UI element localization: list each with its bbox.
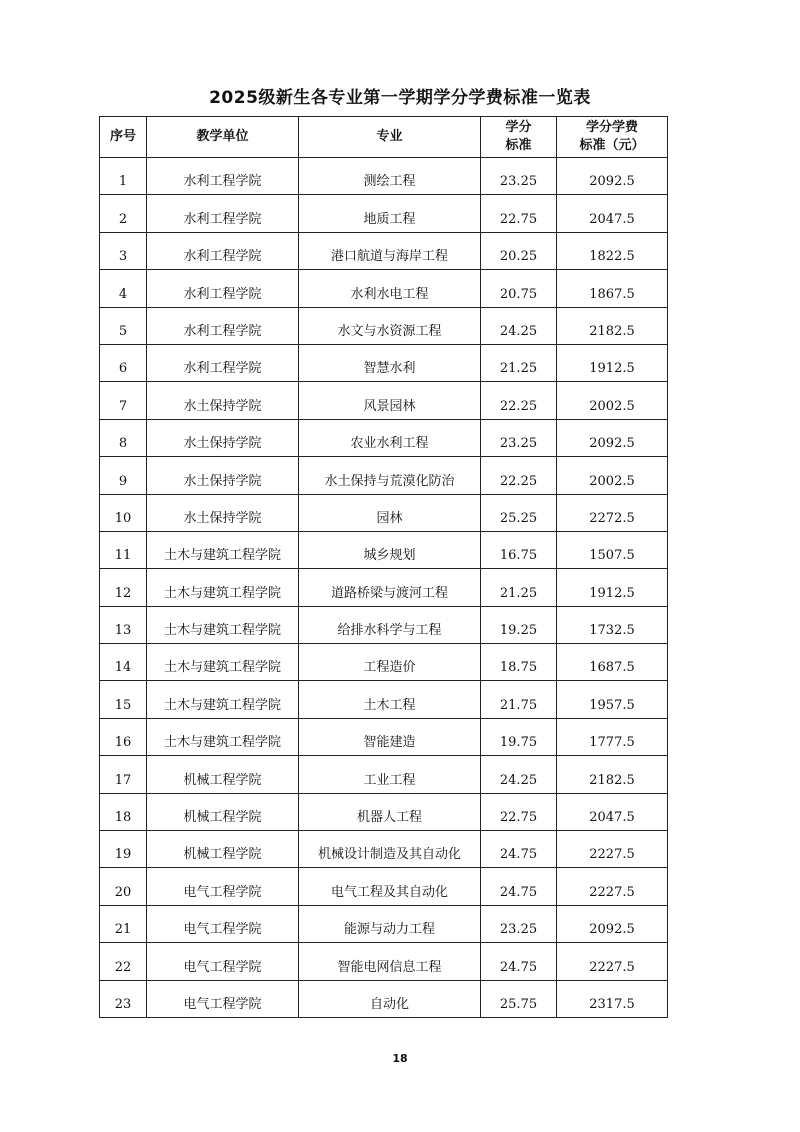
cell-fee: 2002.5 bbox=[557, 457, 668, 494]
cell-major: 地质工程 bbox=[299, 195, 481, 232]
cell-credit: 24.75 bbox=[481, 831, 557, 868]
cell-fee: 2272.5 bbox=[557, 494, 668, 531]
cell-major: 工程造价 bbox=[299, 644, 481, 681]
cell-no: 10 bbox=[100, 494, 147, 531]
cell-no: 12 bbox=[100, 569, 147, 606]
cell-credit: 23.25 bbox=[481, 419, 557, 456]
cell-no: 14 bbox=[100, 644, 147, 681]
cell-fee: 1957.5 bbox=[557, 681, 668, 718]
cell-no: 8 bbox=[100, 419, 147, 456]
cell-credit: 25.25 bbox=[481, 494, 557, 531]
table-header-row bbox=[100, 117, 668, 158]
header-fee-line1: 学分学费 bbox=[585, 120, 638, 135]
cell-unit: 水土保持学院 bbox=[147, 419, 299, 456]
cell-major: 智能建造 bbox=[299, 718, 481, 755]
cell-credit: 20.75 bbox=[481, 270, 557, 307]
table-row bbox=[100, 831, 668, 868]
cell-major: 城乡规划 bbox=[299, 531, 481, 568]
cell-fee: 2092.5 bbox=[557, 419, 668, 456]
cell-credit: 24.25 bbox=[481, 756, 557, 793]
table-row bbox=[100, 158, 668, 195]
header-credit bbox=[481, 117, 557, 158]
table-row bbox=[100, 494, 668, 531]
page-number: 18 bbox=[392, 1052, 408, 1065]
header-unit: 教学单位 bbox=[147, 117, 299, 158]
cell-unit: 电气工程学院 bbox=[147, 943, 299, 980]
header-fee-line2: 标准（元） bbox=[579, 138, 645, 153]
table-row bbox=[100, 531, 668, 568]
cell-fee: 2092.5 bbox=[557, 158, 668, 195]
cell-major: 道路桥梁与渡河工程 bbox=[299, 569, 481, 606]
cell-credit: 22.25 bbox=[481, 457, 557, 494]
table-row bbox=[100, 232, 668, 269]
table-row bbox=[100, 382, 668, 419]
table-row bbox=[100, 681, 668, 718]
cell-credit: 22.25 bbox=[481, 382, 557, 419]
table-row bbox=[100, 905, 668, 942]
cell-no: 19 bbox=[100, 831, 147, 868]
cell-no: 7 bbox=[100, 382, 147, 419]
cell-major: 风景园林 bbox=[299, 382, 481, 419]
cell-credit: 16.75 bbox=[481, 531, 557, 568]
table-row bbox=[100, 718, 668, 755]
cell-major: 水土保持与荒漠化防治 bbox=[299, 457, 481, 494]
table-row bbox=[100, 569, 668, 606]
cell-fee: 2092.5 bbox=[557, 905, 668, 942]
cell-credit: 21.25 bbox=[481, 569, 557, 606]
cell-fee: 2317.5 bbox=[557, 980, 668, 1017]
header-fee bbox=[557, 117, 668, 158]
cell-major: 给排水科学与工程 bbox=[299, 606, 481, 643]
cell-unit: 电气工程学院 bbox=[147, 905, 299, 942]
cell-fee: 1867.5 bbox=[557, 270, 668, 307]
cell-no: 1 bbox=[100, 158, 147, 195]
cell-no: 16 bbox=[100, 718, 147, 755]
cell-credit: 24.25 bbox=[481, 307, 557, 344]
cell-no: 15 bbox=[100, 681, 147, 718]
table-row bbox=[100, 457, 668, 494]
cell-fee: 2182.5 bbox=[557, 756, 668, 793]
table-row bbox=[100, 868, 668, 905]
header-credit-line1: 学分 bbox=[505, 120, 532, 135]
cell-major: 测绘工程 bbox=[299, 158, 481, 195]
cell-fee: 1912.5 bbox=[557, 569, 668, 606]
cell-unit: 土木与建筑工程学院 bbox=[147, 531, 299, 568]
cell-credit: 24.75 bbox=[481, 943, 557, 980]
table-row bbox=[100, 195, 668, 232]
cell-unit: 土木与建筑工程学院 bbox=[147, 569, 299, 606]
cell-credit: 22.75 bbox=[481, 793, 557, 830]
cell-major: 机器人工程 bbox=[299, 793, 481, 830]
table-row bbox=[100, 307, 668, 344]
header-credit-line2: 标准 bbox=[505, 138, 532, 153]
cell-major: 港口航道与海岸工程 bbox=[299, 232, 481, 269]
cell-no: 18 bbox=[100, 793, 147, 830]
cell-unit: 水土保持学院 bbox=[147, 382, 299, 419]
cell-no: 5 bbox=[100, 307, 147, 344]
table-row bbox=[100, 980, 668, 1017]
cell-major: 电气工程及其自动化 bbox=[299, 868, 481, 905]
fee-standard-table bbox=[99, 116, 668, 1018]
cell-no: 3 bbox=[100, 232, 147, 269]
cell-unit: 水利工程学院 bbox=[147, 232, 299, 269]
cell-credit: 24.75 bbox=[481, 868, 557, 905]
cell-unit: 机械工程学院 bbox=[147, 756, 299, 793]
cell-major: 智能电网信息工程 bbox=[299, 943, 481, 980]
cell-unit: 电气工程学院 bbox=[147, 868, 299, 905]
cell-major: 农业水利工程 bbox=[299, 419, 481, 456]
cell-unit: 机械工程学院 bbox=[147, 831, 299, 868]
cell-no: 17 bbox=[100, 756, 147, 793]
cell-fee: 2227.5 bbox=[557, 868, 668, 905]
cell-fee: 2047.5 bbox=[557, 793, 668, 830]
cell-major: 自动化 bbox=[299, 980, 481, 1017]
cell-unit: 土木与建筑工程学院 bbox=[147, 644, 299, 681]
table-row bbox=[100, 756, 668, 793]
cell-credit: 19.75 bbox=[481, 718, 557, 755]
table-row bbox=[100, 943, 668, 980]
cell-unit: 水利工程学院 bbox=[147, 270, 299, 307]
cell-unit: 水利工程学院 bbox=[147, 195, 299, 232]
cell-unit: 土木与建筑工程学院 bbox=[147, 681, 299, 718]
cell-fee: 2227.5 bbox=[557, 831, 668, 868]
cell-credit: 23.25 bbox=[481, 158, 557, 195]
cell-major: 机械设计制造及其自动化 bbox=[299, 831, 481, 868]
cell-credit: 20.25 bbox=[481, 232, 557, 269]
cell-credit: 21.25 bbox=[481, 344, 557, 381]
cell-no: 6 bbox=[100, 344, 147, 381]
cell-credit: 23.25 bbox=[481, 905, 557, 942]
cell-major: 水利水电工程 bbox=[299, 270, 481, 307]
cell-no: 21 bbox=[100, 905, 147, 942]
cell-major: 工业工程 bbox=[299, 756, 481, 793]
page-title: 2025级新生各专业第一学期学分学费标准一览表 bbox=[209, 88, 591, 108]
cell-unit: 土木与建筑工程学院 bbox=[147, 606, 299, 643]
cell-major: 智慧水利 bbox=[299, 344, 481, 381]
cell-no: 13 bbox=[100, 606, 147, 643]
header-major: 专业 bbox=[299, 117, 481, 158]
table-row bbox=[100, 644, 668, 681]
table-row bbox=[100, 793, 668, 830]
table-row bbox=[100, 270, 668, 307]
cell-no: 20 bbox=[100, 868, 147, 905]
cell-fee: 2047.5 bbox=[557, 195, 668, 232]
cell-credit: 25.75 bbox=[481, 980, 557, 1017]
cell-fee: 1777.5 bbox=[557, 718, 668, 755]
cell-fee: 1507.5 bbox=[557, 531, 668, 568]
cell-credit: 21.75 bbox=[481, 681, 557, 718]
cell-unit: 水利工程学院 bbox=[147, 158, 299, 195]
cell-fee: 1732.5 bbox=[557, 606, 668, 643]
cell-fee: 2227.5 bbox=[557, 943, 668, 980]
cell-no: 23 bbox=[100, 980, 147, 1017]
cell-credit: 22.75 bbox=[481, 195, 557, 232]
cell-major: 能源与动力工程 bbox=[299, 905, 481, 942]
cell-fee: 2002.5 bbox=[557, 382, 668, 419]
cell-fee: 1687.5 bbox=[557, 644, 668, 681]
header-no: 序号 bbox=[100, 117, 147, 158]
cell-no: 2 bbox=[100, 195, 147, 232]
cell-no: 22 bbox=[100, 943, 147, 980]
cell-major: 土木工程 bbox=[299, 681, 481, 718]
cell-no: 11 bbox=[100, 531, 147, 568]
cell-unit: 水利工程学院 bbox=[147, 307, 299, 344]
table-row bbox=[100, 344, 668, 381]
cell-no: 4 bbox=[100, 270, 147, 307]
cell-major: 水文与水资源工程 bbox=[299, 307, 481, 344]
cell-unit: 机械工程学院 bbox=[147, 793, 299, 830]
cell-unit: 水土保持学院 bbox=[147, 494, 299, 531]
cell-credit: 18.75 bbox=[481, 644, 557, 681]
cell-fee: 1822.5 bbox=[557, 232, 668, 269]
cell-credit: 19.25 bbox=[481, 606, 557, 643]
table-row bbox=[100, 606, 668, 643]
cell-unit: 电气工程学院 bbox=[147, 980, 299, 1017]
cell-unit: 水土保持学院 bbox=[147, 457, 299, 494]
table-row bbox=[100, 419, 668, 456]
cell-fee: 1912.5 bbox=[557, 344, 668, 381]
cell-unit: 水利工程学院 bbox=[147, 344, 299, 381]
cell-fee: 2182.5 bbox=[557, 307, 668, 344]
table-body bbox=[100, 158, 668, 1018]
cell-unit: 土木与建筑工程学院 bbox=[147, 718, 299, 755]
cell-no: 9 bbox=[100, 457, 147, 494]
cell-major: 园林 bbox=[299, 494, 481, 531]
